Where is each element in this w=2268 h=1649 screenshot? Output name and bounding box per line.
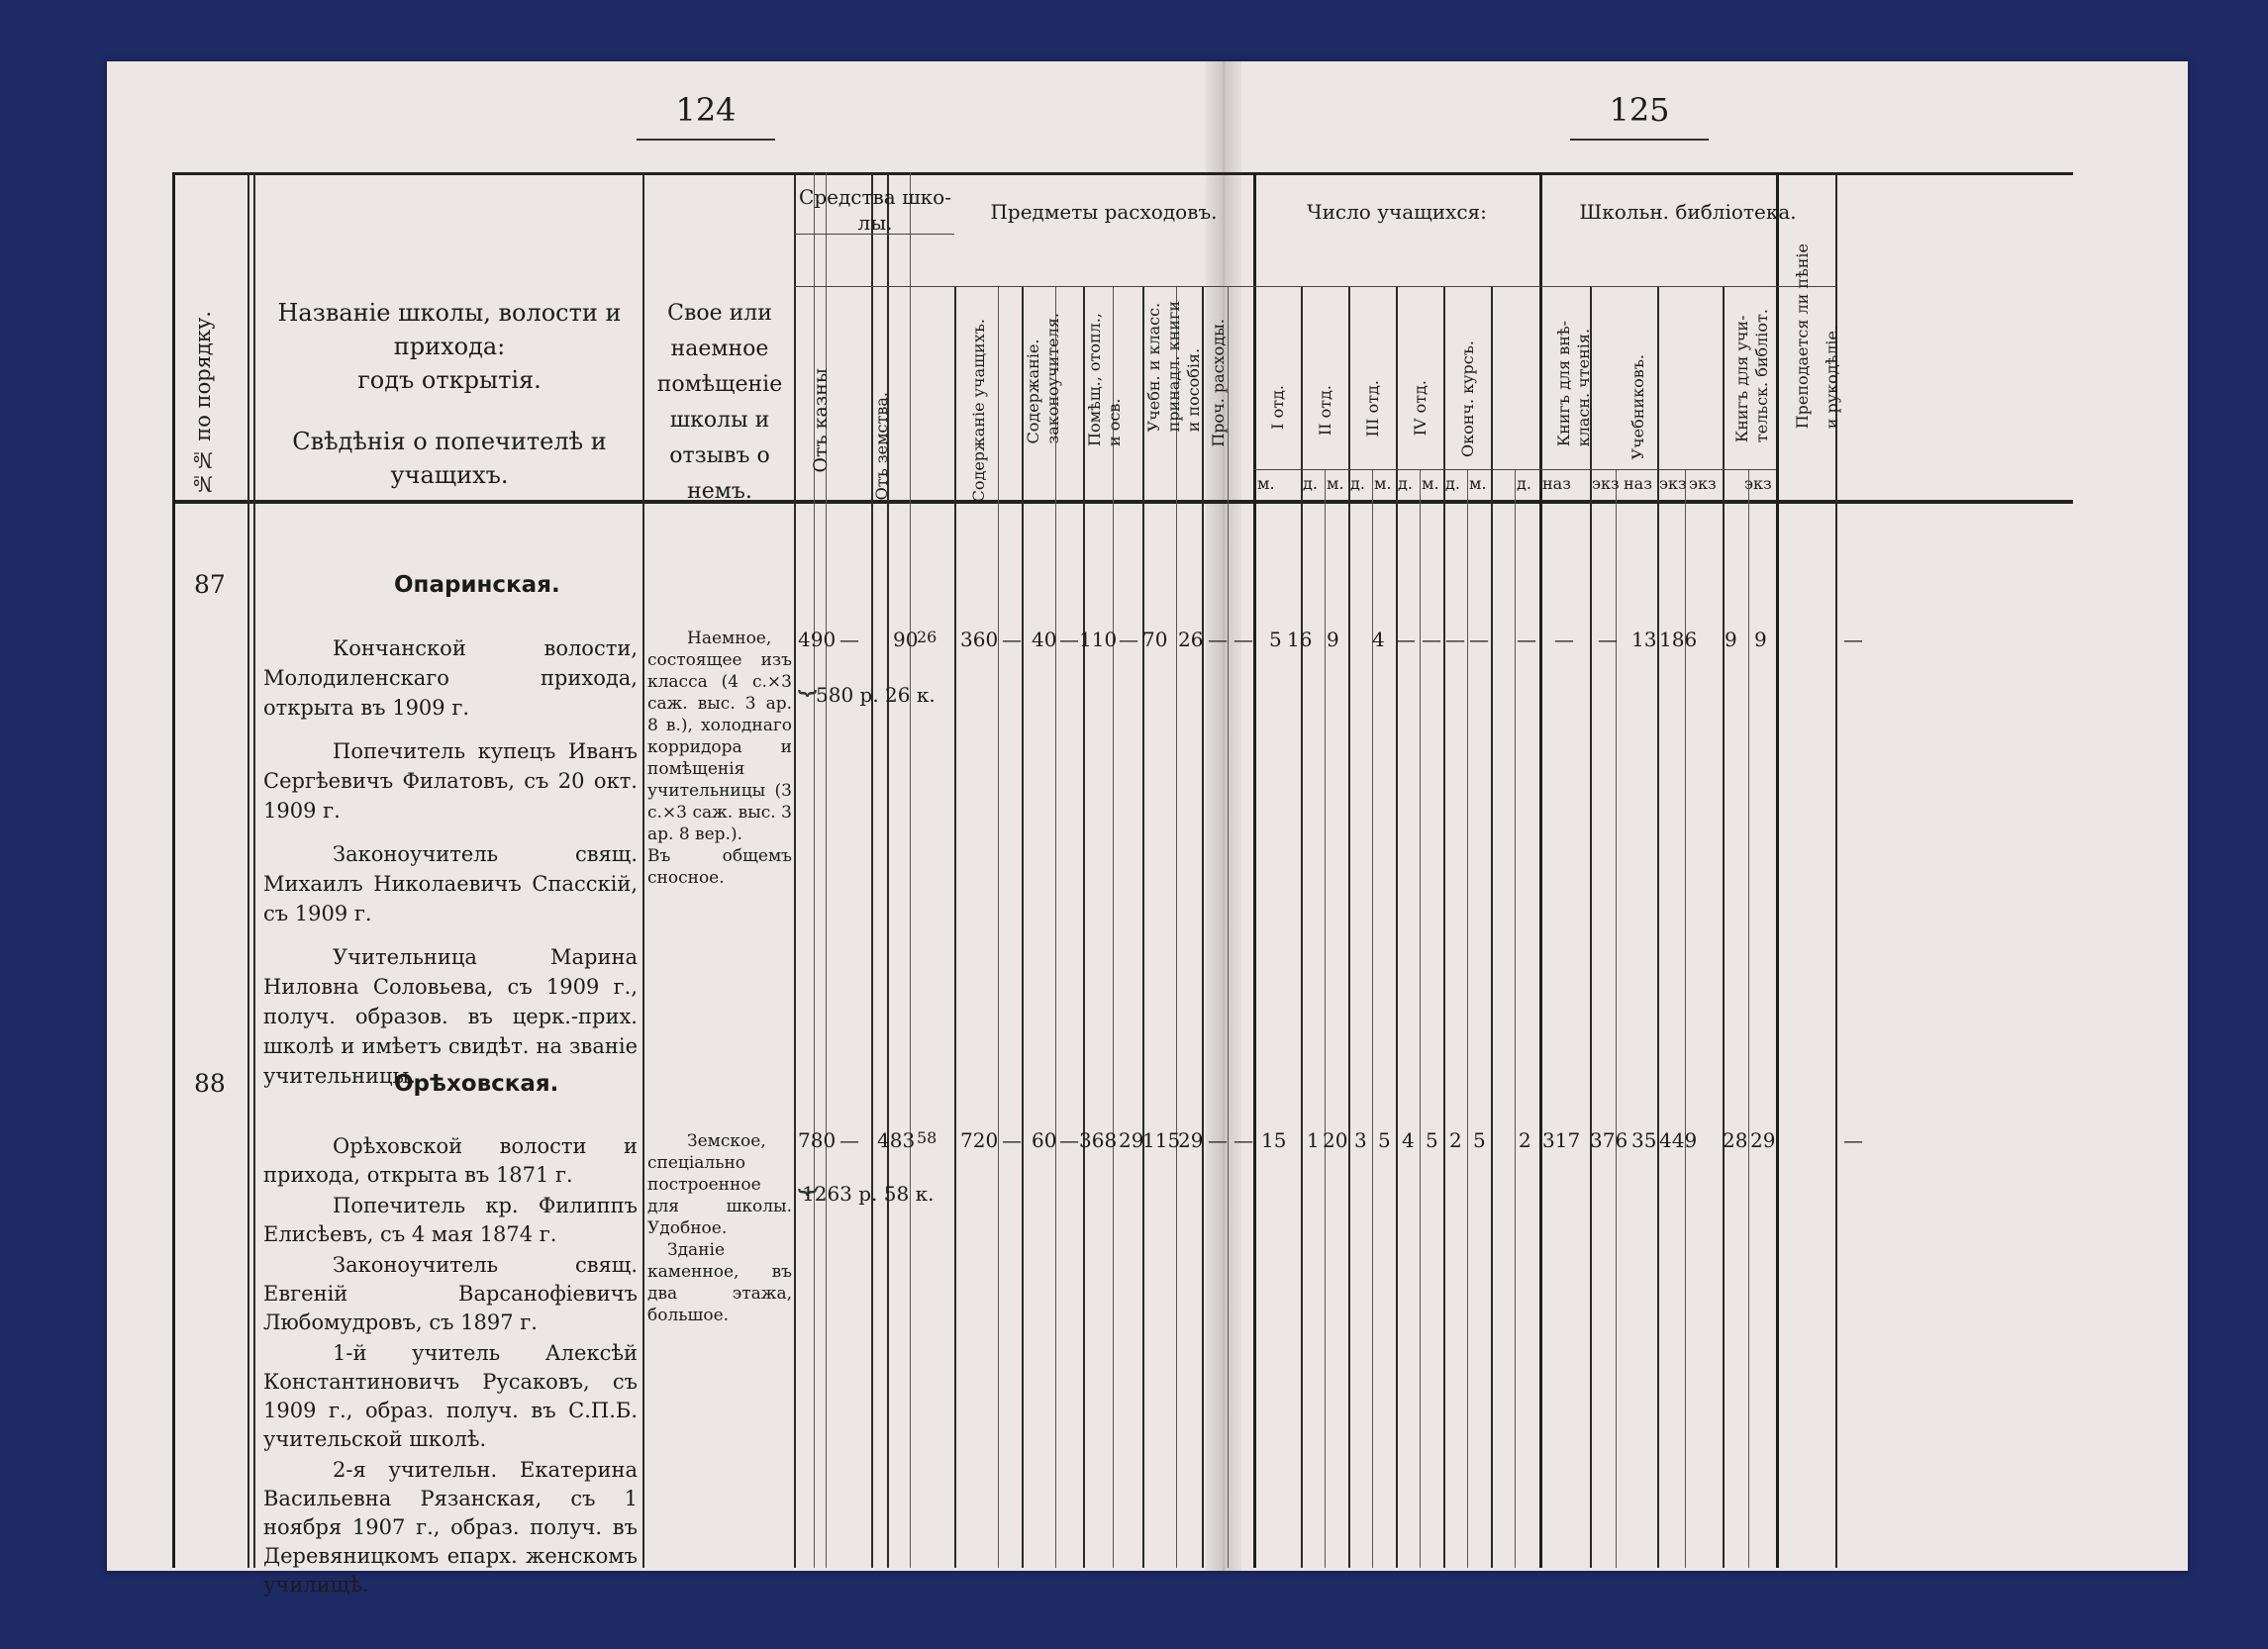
cell-treasury: 490	[798, 628, 837, 651]
cell-law-k: —	[1059, 628, 1079, 651]
col-header-name: Названіе школы, волости и прихода: годъ открытія. Свѣдѣнія о попечителѣ и учащихъ.	[277, 299, 622, 489]
col-header-p5: Оконч. курсъ.	[1458, 340, 1477, 458]
sub-ekz: экз	[1744, 474, 1772, 493]
cell-singing: —	[1843, 628, 1863, 651]
cell-teach-n: 9	[1725, 628, 1737, 651]
cell-p3m: 4	[1372, 628, 1385, 651]
cell-staff-k: —	[1002, 628, 1022, 651]
cell-text-n: 35	[1631, 1128, 1657, 1152]
cell-zemstvo: 90	[893, 628, 919, 651]
cell-p4d: —	[1445, 628, 1465, 651]
col-header-p1: I отд.	[1268, 385, 1287, 430]
cell-p2m: 9	[1327, 628, 1339, 651]
col-header-library: Школьн. библіотека.	[1579, 200, 1797, 224]
page-number-right: 125	[1570, 91, 1709, 141]
school-premises: Земское, спеціально построенное для школы. Удобное. Зданіе каменное, въ два этажа, большое.	[647, 1131, 792, 1325]
cell-other-k: —	[1233, 1128, 1253, 1152]
cell-staff: 360	[960, 628, 999, 651]
col-header-order: №№ по порядку.	[191, 311, 215, 496]
cell-p2m: 20	[1323, 1128, 1348, 1152]
bleed-through-heading	[1332, 509, 1340, 536]
cell-other: —	[1208, 1128, 1228, 1152]
school-info: Кончанской волости, Молодиленскаго прихода, открыта въ 1909 г. Попечитель купецъ Иванъ Сергѣевичъ Филатовъ, съ 20 окт. 1909 г. Законоучитель свящ. Михаилъ Николаевичъ Спасскій, съ 1909 г. Учительница Марина Ниловна Соловьева, съ 1909 г., получ. образов. въ церк.-прих. школѣ и имѣетъ свидѣт. на званіе учительницы.	[263, 636, 638, 1088]
cell-room-k: 29	[1119, 1128, 1144, 1152]
col-header-means: Средства шко- лы.	[799, 185, 951, 235]
brace-icon: ⏟	[798, 1156, 818, 1194]
cell-teach-n: 28	[1723, 1128, 1748, 1152]
sub-m: м.	[1469, 474, 1487, 493]
cell-p1m: 15	[1261, 1128, 1287, 1152]
cell-law: 60	[1032, 1128, 1057, 1152]
sub-ekz: экз	[1689, 474, 1717, 493]
cell-staff: 720	[960, 1128, 999, 1152]
sub-m: м.	[1327, 474, 1344, 493]
cell-total: 580 р. 26 к.	[816, 683, 936, 707]
cell-read-n: 317	[1542, 1128, 1581, 1152]
cell-p3m: 5	[1378, 1128, 1391, 1152]
school-name: Орѣховская.	[394, 1071, 559, 1097]
col-header-premises: Свое или наемное помѣщеніе школы и отзывъ о немъ.	[656, 301, 783, 504]
cell-p4d: 2	[1449, 1128, 1462, 1152]
cell-p2d: 3	[1354, 1128, 1367, 1152]
sub-d: д.	[1350, 474, 1365, 493]
cell-teach-e: 29	[1750, 1128, 1776, 1152]
sub-naz: наз	[1542, 474, 1571, 493]
cell-p5d: 2	[1519, 1128, 1531, 1152]
sub-naz: наз	[1624, 474, 1652, 493]
col-header-treasury: Отъ казны	[810, 368, 832, 473]
sub-m: м.	[1374, 474, 1392, 493]
col-header-singing: Преподается ли пѣніе и рукодѣліе.	[1793, 243, 1841, 430]
register-table	[172, 172, 2073, 1597]
cell-other-k: —	[1233, 628, 1253, 651]
col-header-p3: III отд.	[1363, 380, 1382, 437]
sub-ekz: экз	[1592, 474, 1620, 493]
school-info: Орѣховской волости и прихода, открыта въ 1871 г. Попечитель кр. Филиппъ Елисѣевъ, съ 4 мая 1874 г. Законоучитель свящ. Евгеній Варсанофіевичъ Любомудровъ, съ 1897 г. 1-й учитель Алексѣй Константиновичъ Русаковъ, съ 1909 г., образ. получ. въ С.П.Б. учительской школѣ. 2-я учительн. Екатерина Васильевна Рязанская, съ 1 ноября 1907 г., образ. получ. въ Деревяницкомъ епарх. женскомъ училищѣ.	[263, 1134, 638, 1597]
cell-p5d: —	[1517, 628, 1536, 651]
col-header-p4: IV отд.	[1411, 380, 1430, 436]
cell-law: 40	[1032, 628, 1057, 651]
cell-total: 1263 р. 58 к.	[802, 1182, 935, 1206]
col-header-exp-staff: Содержаніе учащихъ.	[969, 319, 988, 503]
cell-law-k: —	[1059, 1128, 1079, 1152]
col-header-exp-other: Проч. расходы.	[1209, 319, 1228, 447]
cell-p5m: —	[1469, 628, 1489, 651]
cell-books: 115	[1142, 1128, 1181, 1152]
col-header-exp-room: Помѣщ., отопл., и осв.	[1085, 313, 1124, 446]
cell-read-e: 376	[1590, 1128, 1628, 1152]
cell-room-k: —	[1119, 628, 1138, 651]
cell-books-k: 26	[1178, 628, 1204, 651]
col-header-exp-law: Содержаніе. законоучителя.	[1024, 313, 1062, 444]
cell-p3d: 4	[1402, 1128, 1415, 1152]
cell-treasury-k: —	[839, 1128, 859, 1152]
cell-room: 110	[1079, 628, 1118, 651]
cell-p5m: 5	[1473, 1128, 1486, 1152]
cell-text-e: 449	[1659, 1128, 1698, 1152]
book-spread	[107, 61, 2188, 1597]
cell-p1d: 1	[1307, 1128, 1320, 1152]
cell-text-n: 13	[1631, 628, 1657, 651]
school-name: Опаринская.	[394, 572, 560, 598]
cell-zemstvo: 483	[877, 1128, 916, 1152]
col-header-zemstvo: Отъ земства.	[872, 392, 891, 501]
col-header-lib-read: Книгъ для внѣ- класн. чтенія.	[1554, 321, 1593, 447]
school-number: 87	[194, 570, 226, 599]
sub-d: д.	[1303, 474, 1318, 493]
col-header-exp-books: Учебн. и класс. принадл. книги и пособія.	[1144, 301, 1203, 433]
cell-singing: —	[1843, 1128, 1863, 1152]
cell-p1d: 16	[1287, 628, 1313, 651]
sub-m: м.	[1422, 474, 1439, 493]
cell-text-e: 186	[1659, 628, 1698, 651]
cell-read-e: —	[1598, 628, 1618, 651]
school-number: 88	[194, 1069, 226, 1098]
sub-m: м.	[1257, 474, 1275, 493]
sub-d: д.	[1445, 474, 1460, 493]
cell-books: 70	[1142, 628, 1168, 651]
col-header-pupils: Число учащихся:	[1307, 200, 1487, 224]
cell-zemstvo-k: 58	[917, 1128, 937, 1147]
brace-icon: ⏟	[798, 657, 818, 695]
cell-p1m: 5	[1269, 628, 1282, 651]
cell-p4m: 5	[1426, 1128, 1438, 1152]
col-header-p2: II отд.	[1316, 385, 1334, 436]
cell-p4m: —	[1422, 628, 1441, 651]
cell-other: —	[1208, 628, 1228, 651]
cell-staff-k: —	[1002, 1128, 1022, 1152]
cell-zemstvo-k: 26	[917, 628, 937, 646]
cell-treasury-k: —	[839, 628, 859, 651]
cell-treasury: 780	[798, 1128, 837, 1152]
sub-d: д.	[1517, 474, 1531, 493]
sub-ekz: экз	[1659, 474, 1687, 493]
sub-d: д.	[1398, 474, 1413, 493]
cell-teach-e: 9	[1754, 628, 1767, 651]
col-header-lib-text: Учебниковъ.	[1628, 354, 1647, 460]
col-header-lib-teach: Книгъ для учи- тельск. библіот.	[1732, 309, 1771, 443]
cell-read-n: —	[1554, 628, 1574, 651]
cell-p3d: —	[1396, 628, 1416, 651]
cell-books-k: 29	[1178, 1128, 1204, 1152]
col-header-expenses: Предметы расходовъ.	[990, 200, 1218, 224]
cell-room: 368	[1079, 1128, 1118, 1152]
page-number-left: 124	[637, 91, 775, 141]
school-premises: Наемное, состоящее изъ класса (4 с.×3 саж. выс. 3 ар. 8 в.), холоднаго корридора и помѣщенія учительницы (3 с.×3 саж. выс. 3 ар. 8 вер.). Въ общемъ сносное.	[647, 629, 792, 888]
